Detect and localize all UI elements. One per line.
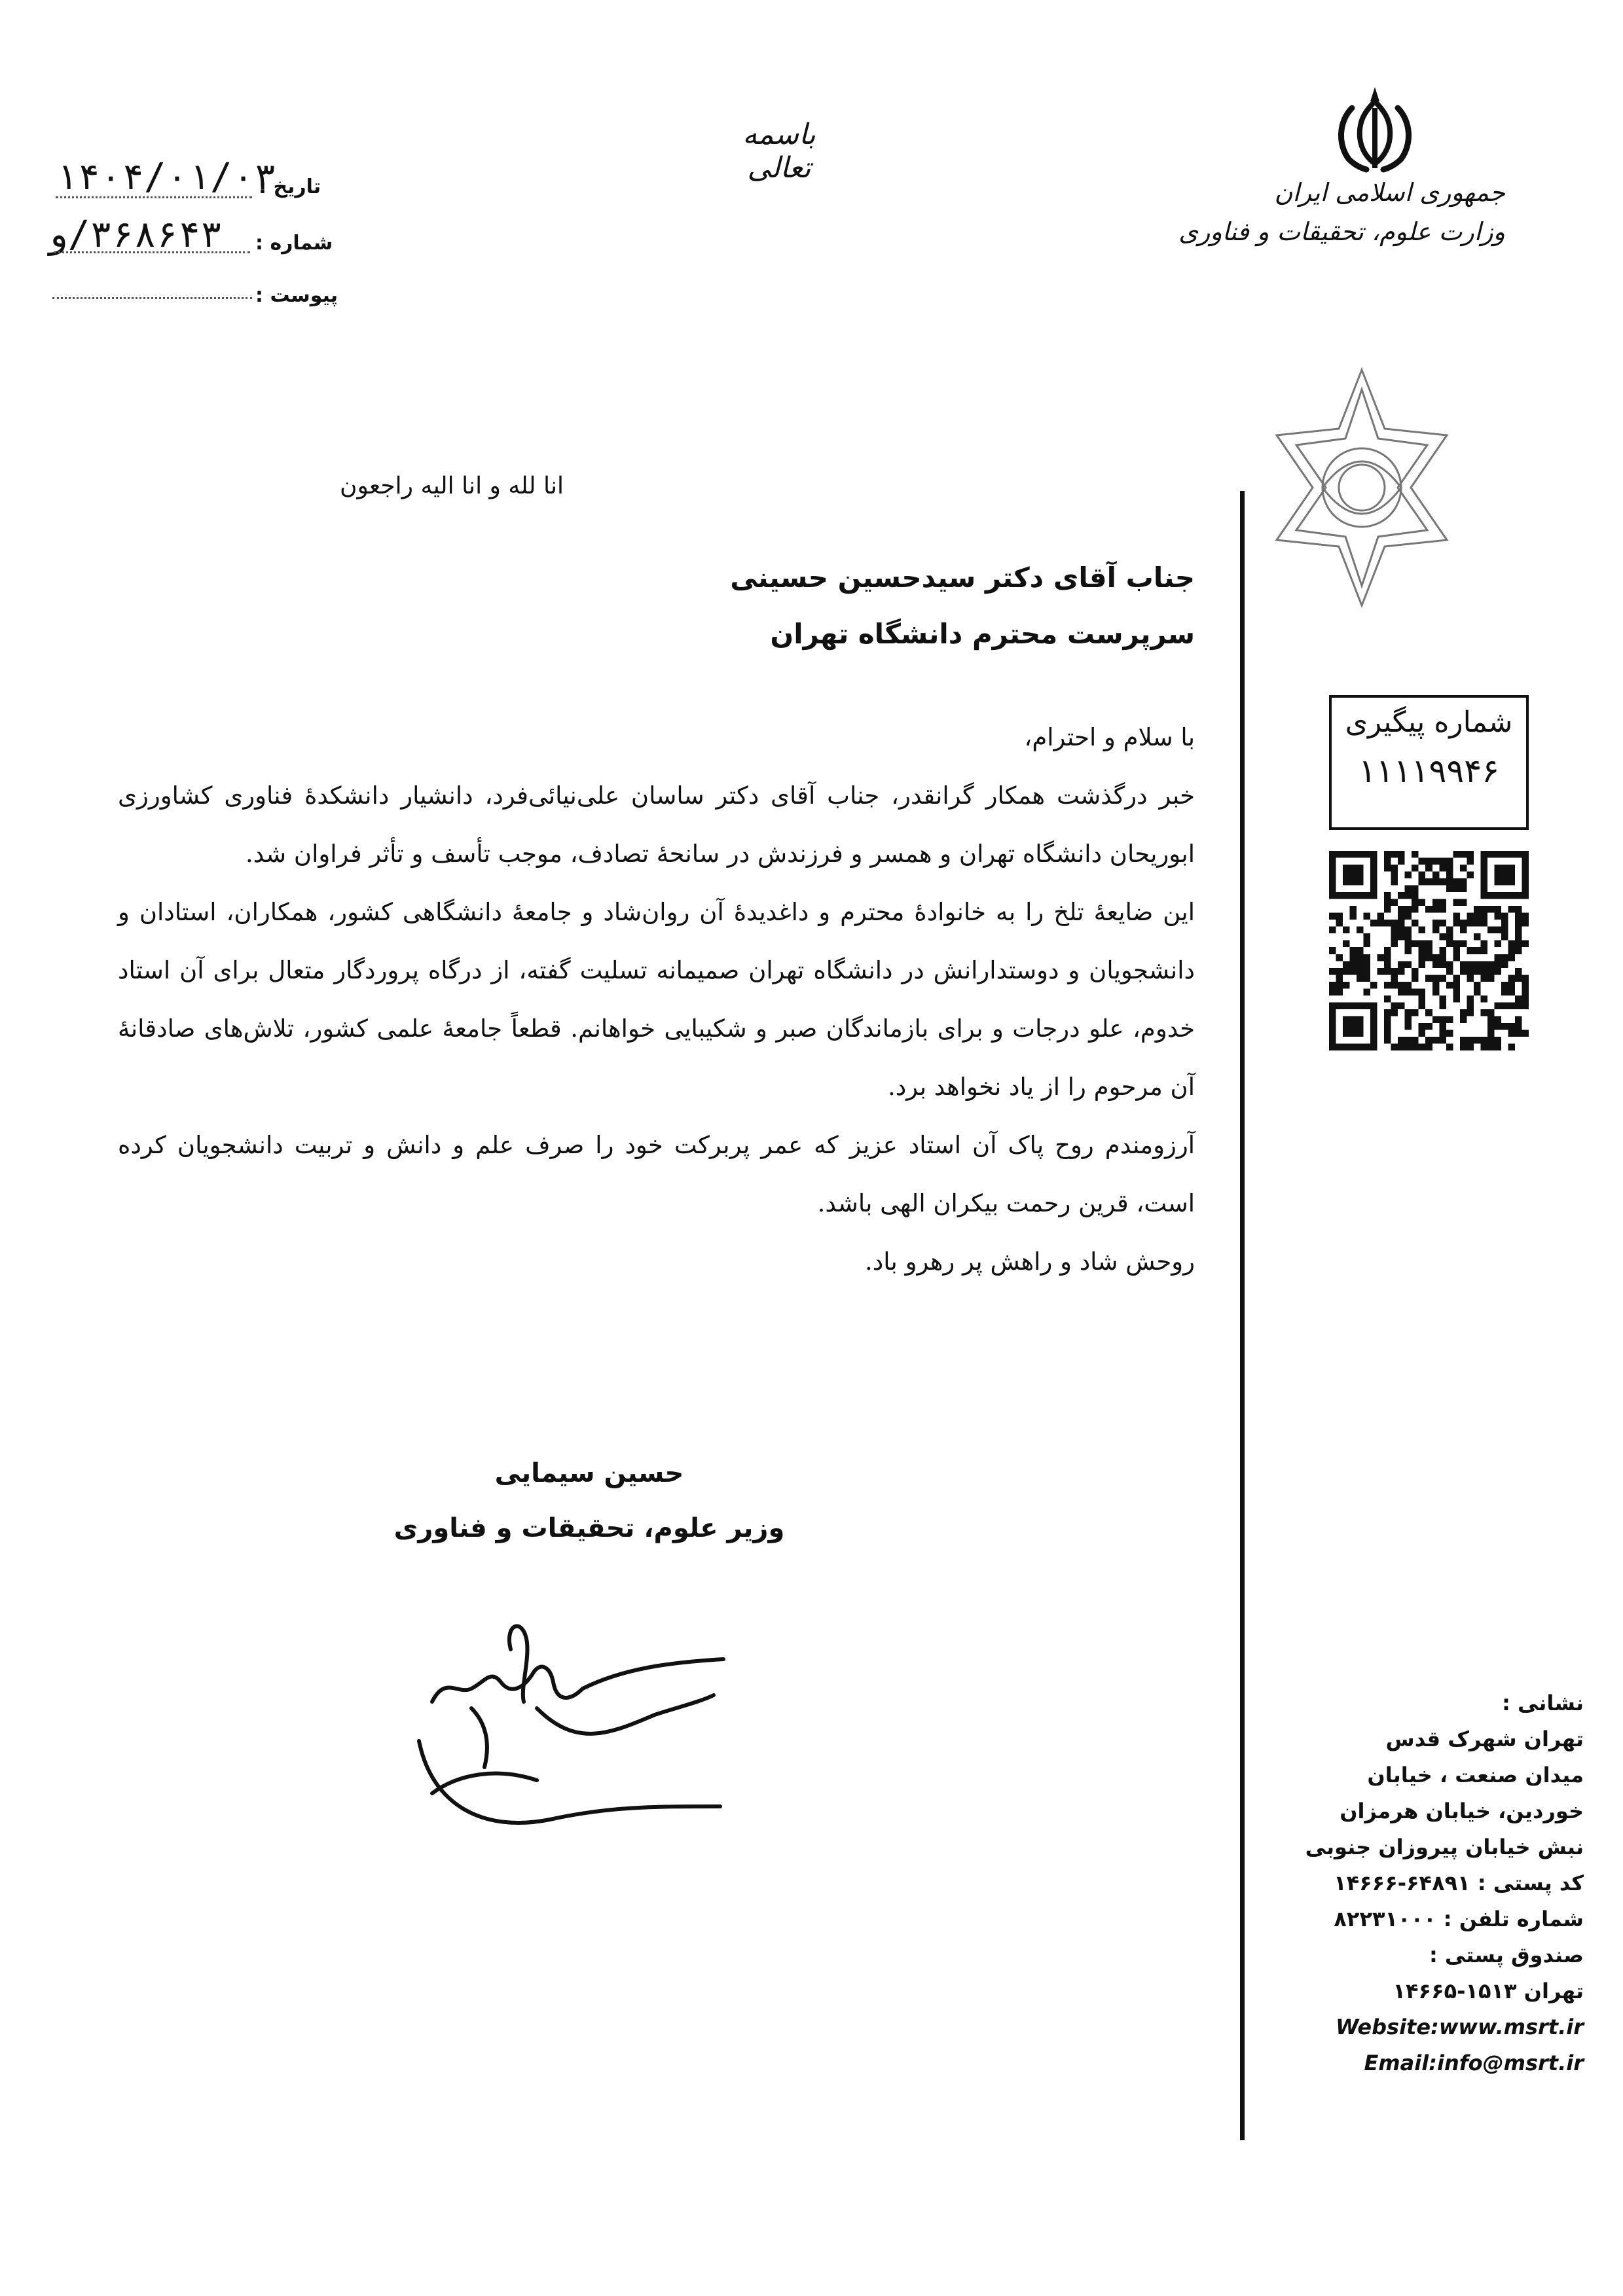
ministry-name: وزارت علوم، تحقیقات و فناوری [1178,217,1505,246]
paragraph-4: روحش شاد و راهش پر رهرو باد. [865,1247,1195,1276]
address-line-2: میدان صنعت ، خیابان [1367,1763,1584,1787]
attachment-row [52,281,340,314]
pobox-value: تهران ۱۵۱۳-۱۴۶۶۵ [1393,1979,1584,2003]
iran-emblem-icon [1326,82,1424,173]
date-value: ۱۴۰۴/۰۱/۰۳ [56,156,277,198]
address-label: نشانی : [1502,1691,1584,1715]
address-line-3: خوردین، خیابان هرمزان [1340,1799,1584,1823]
recipient-title: سرپرست محترم دانشگاه تهران [770,618,1195,650]
email-link[interactable]: Email:info@msrt.ir [1364,2051,1584,2075]
number-value: ۳۶۸۶۴۳/و [46,213,223,256]
address-line-1: تهران شهرک قدس [1385,1727,1584,1751]
website-link[interactable]: Website:www.msrt.ir [1336,2015,1584,2039]
date-label: تاریخ : [259,175,321,198]
phone-number: شماره تلفن : ۸۲۲۳۱۰۰۰ [1334,1907,1584,1931]
paragraph-2: این ضایعهٔ تلخ را به خانوادهٔ محترم و داغدیدهٔ آن روان‌شاد و جامعهٔ دانشگاهی کشور، همکاران، استادان و دانشجویان و دوستدارانش در دانشگاه تهران صمیمانه تسلیت گفته، از درگاه پروردگار متعال برای آن استاد خدوم، علو درجات و برای بازماندگان صبر و شکیبایی خواهانم. قطعاً جامعهٔ علمی کشور، تلاش‌های صادقانهٔ آن مرحوم را از یاد نخواهد برد. [118,898,1195,1101]
ornament-icon [1250,363,1473,612]
address-line-4: نبش خیابان پیروزان جنوبی [1305,1835,1584,1859]
date-row [56,156,331,198]
tracking-box [1329,695,1529,830]
paragraph-3: آرزومندم روح پاک آن استاد عزیز که عمر پربرکت خود را صرف علم و دانش و تربیت دانشجویان کرده است، قرین رحمت بیکران الهی باشد. [118,1131,1195,1217]
greeting: با سلام و احترام، [1024,723,1195,751]
address-block [1243,1685,1584,2081]
tracking-label: شماره پیگیری [1345,706,1513,739]
signer-title: وزیر علوم، تحقیقات و فناوری [393,1513,785,1543]
date-dots [56,196,252,198]
pobox-label: صندوق پستی : [1429,1943,1584,1967]
number-dots [54,251,250,253]
recipient-name: جناب آقای دکتر سیدحسین حسینی [730,562,1195,594]
number-row [46,213,334,256]
attachment-dots [52,297,252,299]
bismillah-heading: باسمه تعالی [742,118,816,185]
paragraph-1: خبر درگذشت همکار گرانقدر، جناب آقای دکتر ساسان علی‌نیائی‌فرد، دانشیار دانشکدهٔ فناوری کشاورزی ابوریحان دانشگاه تهران و همسر و فرزندش در سانحهٔ تصادف، موجب تأسف و تأثر فراوان شد. [118,781,1195,868]
letter-body [118,708,1195,1291]
attachment-label: پیوست : [255,284,338,307]
number-label: شماره : [255,232,333,255]
postal-code: کد پستی : ۶۴۸۹۱-۱۴۶۶۶ [1334,1871,1584,1895]
qr-code-icon [1329,851,1529,1050]
signer-name: حسین سیمایی [494,1458,684,1488]
country-name: جمهوری اسلامی ایران [1274,178,1505,207]
tracking-number: ۱۱۱۱۹۹۴۶ [1359,752,1499,790]
opening-verse: انا لله و انا الیه راجعون [340,473,564,499]
handwritten-signature [393,1610,746,1846]
